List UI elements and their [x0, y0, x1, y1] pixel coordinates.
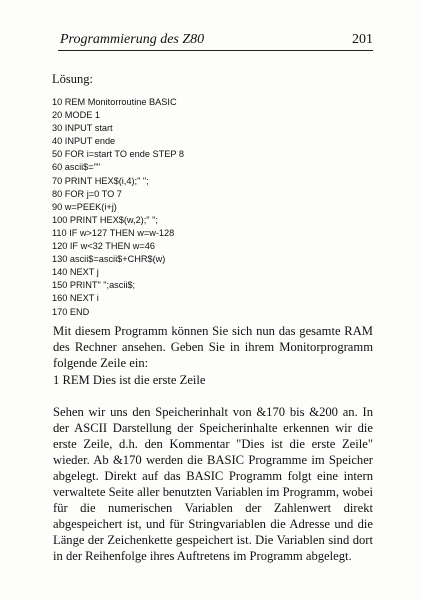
- code-line: 170 END: [52, 306, 90, 317]
- code-line: 40 INPUT ende: [52, 136, 116, 147]
- code-line: 140 NEXT j: [52, 267, 99, 278]
- code-line: 110 IF w>127 THEN w=w-128: [52, 227, 175, 238]
- paragraph-explanation: Sehen wir uns den Speicherinhalt von &170 bis &200 an. In der ASCII Darstellung der Speicherinhalte erkennen wir die erste Zeile, d.h. den Kommentar "Dies ist die erste Zeile" wieder. Ab &170 werden die BASIC Programme im Speicher abgelegt. Direkt auf das BASIC Programm folgt eine intern verwaltete Seite aller benutzten Variablen im Programm, wobei für die numerischen Variablen der Zahlenwert direkt abgespeichert ist, und für Stringvariablen die Adresse und die Länge der Zeichenkette gespeichert ist. Die Variablen sind dort in der Reihenfolge ihres Auftretens im Programm abgelegt.: [53, 405, 373, 563]
- running-title: Programmierung des Z80: [60, 32, 205, 47]
- basic-code-listing: [52, 96, 184, 319]
- paragraph-rem-line: 1 REM Dies ist die erste Zeile: [53, 373, 206, 387]
- code-line: 50 FOR i=start TO ende STEP 8: [52, 149, 185, 160]
- page-number: 201: [352, 32, 373, 47]
- solution-label: Lösung:: [52, 72, 93, 86]
- code-line: 80 FOR j=0 TO 7: [52, 188, 122, 199]
- code-line: 160 NEXT i: [52, 293, 99, 304]
- code-line: 120 IF w<32 THEN w=46: [52, 241, 155, 252]
- code-line: 10 REM Monitorroutine BASIC: [52, 97, 177, 107]
- code-line: 60 ascii$="": [52, 162, 101, 173]
- page-header: [58, 32, 373, 51]
- code-line: 90 w=PEEK(i+j): [52, 201, 117, 212]
- code-line: 100 PRINT HEX$(w,2);" ";: [52, 214, 158, 225]
- paragraph-intro: Mit diesem Programm können Sie sich nun das gesamte RAM des Rechner ansehen. Geben Sie in ihrem Monitorprogramm folgende Zeile ein:: [53, 324, 373, 370]
- code-line: 30 INPUT start: [52, 123, 113, 134]
- code-line: 20 MODE 1: [52, 110, 100, 121]
- code-line: 70 PRINT HEX$(i,4);" ";: [52, 175, 149, 186]
- code-line: 150 PRINT" ";ascii$;: [52, 280, 136, 291]
- code-line: 130 ascii$=ascii$+CHR$(w): [52, 254, 166, 265]
